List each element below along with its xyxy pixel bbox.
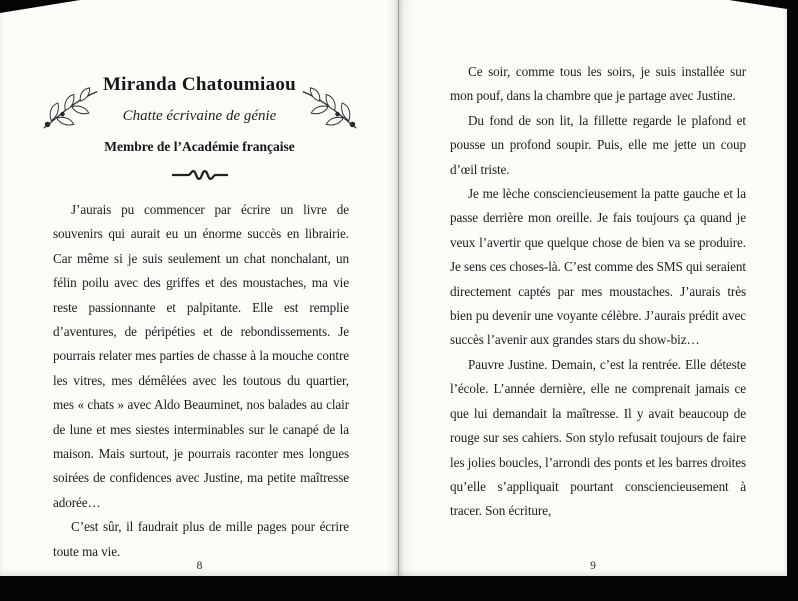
right-page bbox=[399, 0, 787, 576]
chapter-title: Miranda Chatoumiaou bbox=[102, 74, 297, 95]
paragraph: Du fond de son lit, la fillette regarde le plafond et pousse un profond soupir. Puis, elle me jette un coup d’œil triste. bbox=[450, 112, 746, 177]
left-page-text bbox=[53, 198, 349, 564]
paragraph: Pauvre Justine. Demain, c’est la rentrée. Elle déteste l’école. L’année dernière, elle ne comprenait jamais ce que lui demandait la maîtresse. Il y avait beaucoup de rouge sur ses cahiers. Son stylo refusait toujours de faire les jolies boucles, l’arrondi des ponts et les barres droites qu’elle s’appliquait pourtant consciencieusement à tracer. Son écriture, bbox=[450, 356, 746, 519]
chapter-subtitle: Chatte écrivaine de génie bbox=[122, 108, 277, 124]
paragraph: Ce soir, comme tous les soirs, je suis installée sur mon pouf, dans la chambre que je partage avec Justine. bbox=[450, 64, 746, 104]
chapter-affiliation: Membre de l’Académie française bbox=[104, 139, 295, 154]
right-page-text bbox=[450, 60, 746, 524]
background-corner-top-right bbox=[729, 0, 787, 9]
right-page-number: 9 bbox=[590, 560, 596, 572]
left-page bbox=[0, 0, 399, 576]
left-page-number: 8 bbox=[196, 560, 203, 572]
background-corner-top-left bbox=[0, 0, 80, 13]
paragraph: C’est sûr, il faudrait plus de mille pages pour écrire toute ma vie. bbox=[53, 519, 349, 559]
paragraph: J’aurais pu commencer par écrire un livre de souvenirs qui aurait eu un énorme succès en librairie. Car même si je suis seulement un chat nonchalant, un félin poilu avec des griffes et des moustaches, ma vie reste passionnante et palpitante. Elle est remplie d’aventures, de péripéties et de rebondissements. Je pourrais relater mes parties de chasse à la mouche contre les vitres, mes démêlées avec les toutous du quartier, mes « chats » avec Aldo Beauminet, nos balades au clair de lune et mes siestes interminables sur le canapé de la maison. Mais surtout, je pourrais raconter mes longues soirées de confidences avec Justine, ma petite maîtresse adorée… bbox=[53, 202, 349, 510]
paragraph: Je me lèche consciencieusement la patte gauche et la passe derrière mon oreille. Je fais toujours ça quand je veux l’avertir que quelque chose de bien va se produire. Je sens ces choses-là. C’est comme des SMS qui seraient directement captés par mes moustaches. J’aurais très bien pu devenir une voyante célèbre. J’aurais prédit avec succès l’avenir aux grandes stars du show-biz… bbox=[450, 186, 746, 348]
squiggle-divider-icon bbox=[0, 168, 399, 187]
